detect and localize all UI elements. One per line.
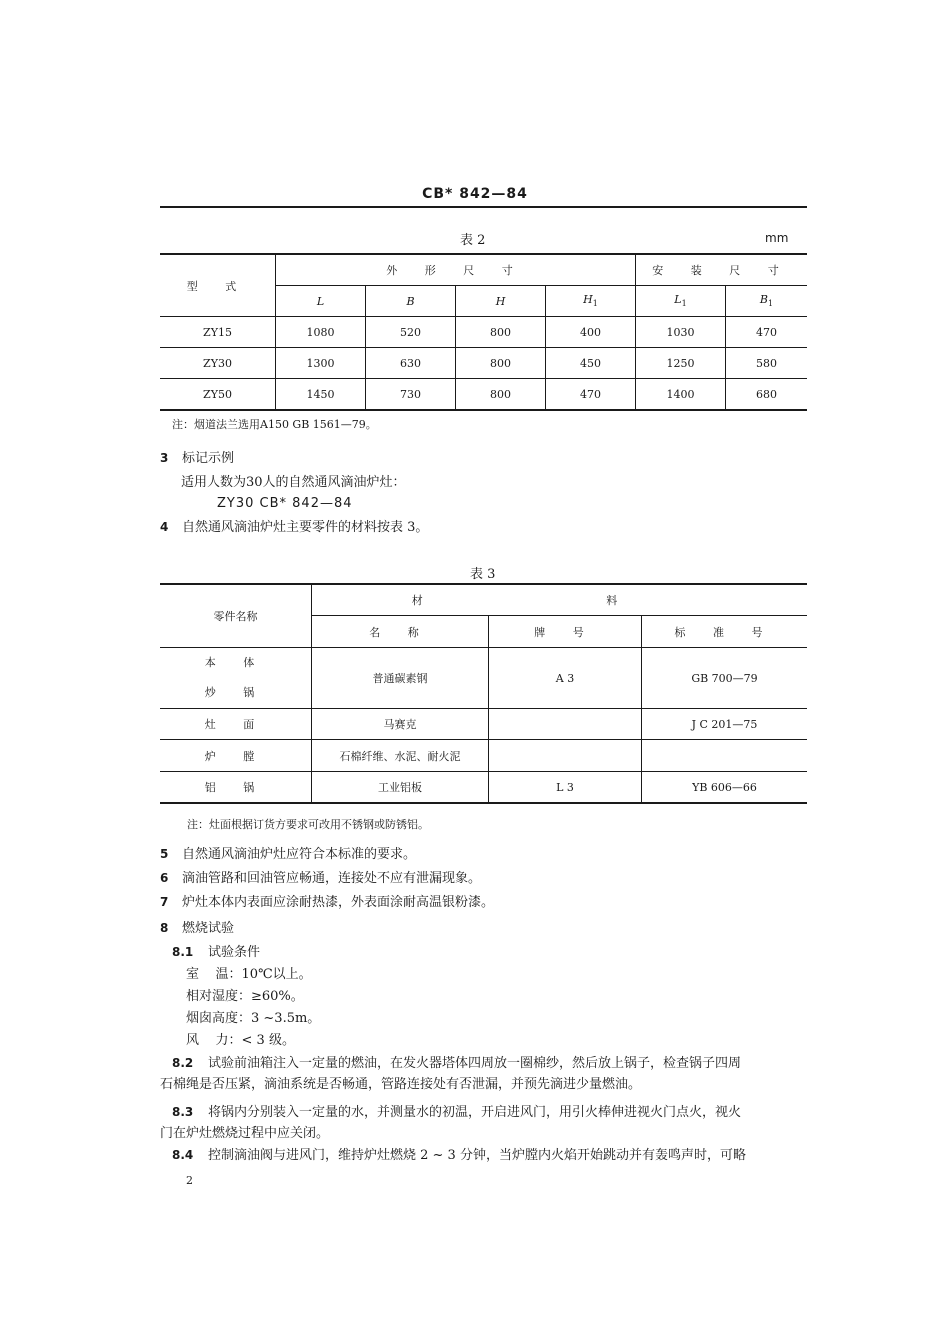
- page-number: 2: [186, 1174, 193, 1187]
- table3-note: 注：灶面根据订货方要求可改用不锈钢或防锈铝。: [187, 818, 429, 831]
- table3-cell-std: GB 700—79: [642, 648, 808, 709]
- table2-header-outer: 外 形 尺 寸: [276, 254, 636, 286]
- table2-cell: ZY15: [160, 317, 276, 348]
- table3-col-name: 名 称: [312, 616, 489, 648]
- table-row: [160, 317, 807, 348]
- table2-dimensions: [160, 253, 807, 411]
- table2-col-B: B: [366, 286, 456, 317]
- section-8-1: 8.1 试验条件: [172, 945, 261, 960]
- table3-cell-part: 本 体 炒 锅: [160, 648, 312, 709]
- table2-cell: ZY30: [160, 348, 276, 379]
- table2-col-H1: $H_1$: [546, 286, 636, 317]
- table2-cell: 520: [366, 317, 456, 348]
- table3-cell-part: 炉 膛: [160, 740, 312, 772]
- table3-cell-part: 灶 面: [160, 709, 312, 740]
- table3-cell-std: YB 606—66: [692, 780, 757, 794]
- table2-header-type: 型 式: [160, 254, 276, 317]
- table2-cell: 630: [366, 348, 456, 379]
- section-8-3: 8.3 将锅内分别装入一定量的水，并测量水的初温，开启进风门，用引火棒伸进视火门点火，视火: [172, 1105, 742, 1120]
- table3-col-grade: 牌 号: [489, 616, 642, 648]
- table3-caption: 表 3: [470, 567, 496, 582]
- condition-chimney: 烟囱高度：3 ~3.5m。: [186, 1011, 321, 1026]
- section-3-marking: ZY30 CB* 842—84: [217, 496, 353, 511]
- table2-col-H: H: [456, 286, 546, 317]
- table3-cell-name: 马赛克: [312, 709, 489, 740]
- table2-cell: ZY50: [160, 379, 276, 411]
- section-5: 5 自然通风滴油炉灶应符合本标准的要求。: [160, 847, 417, 862]
- table2-cell: 730: [366, 379, 456, 411]
- condition-room-temp: 室 温：10℃以上。: [186, 967, 312, 982]
- table3-cell-name: 普通碳素钢: [312, 648, 489, 709]
- table2-cell: 800: [456, 379, 546, 411]
- table2-col-L: L: [276, 286, 366, 317]
- table2-cell: 400: [546, 317, 636, 348]
- table2-header-install: 安 装 尺 寸: [636, 254, 808, 286]
- table3-materials: [160, 583, 807, 804]
- table3-cell-grade: L 3: [489, 772, 642, 804]
- section-8-2-cont: 石棉绳是否压紧，滴油系统是否畅通，管路连接处有否泄漏，并预先滴进少量燃油。: [160, 1077, 642, 1092]
- header-rule: [160, 206, 807, 208]
- table3-cell-grade: [489, 709, 642, 740]
- table2-cell: 800: [456, 317, 546, 348]
- section-6: 6 滴油管路和回油管应畅通，连接处不应有泄漏现象。: [160, 871, 482, 886]
- section-8-3-cont: 门在炉灶燃烧过程中应关闭。: [160, 1126, 330, 1141]
- section-8-2: 8.2 试验前油箱注入一定量的燃油，在发火器塔体四周放一圈棉纱，然后放上锅子，检查锅子四周: [172, 1056, 742, 1071]
- table2-cell: 800: [456, 348, 546, 379]
- table3-cell-grade: [489, 740, 642, 772]
- table-row: [160, 648, 807, 709]
- table2-col-L1: $L_1$: [636, 286, 726, 317]
- table-row: [160, 772, 807, 804]
- table3-cell-part: 铝 锅: [160, 772, 312, 804]
- table3-header-material: 材 料: [312, 584, 808, 616]
- table2-cell: 580: [726, 348, 808, 379]
- section-3: 3 标记示例: [160, 451, 235, 466]
- table3-cell-name: 石棉纤维、水泥、耐火泥: [312, 740, 489, 772]
- table2-cell: 1300: [276, 348, 366, 379]
- table2-cell: 1250: [636, 348, 726, 379]
- table2-caption: 表 2: [460, 233, 486, 248]
- table-row: [160, 348, 807, 379]
- section-3-line1: 适用人数为30人的自然通风滴油炉灶：: [181, 475, 406, 490]
- table2-note: 注：烟道法兰选用A150 GB 1561—79。: [172, 418, 377, 431]
- table2-col-B1: $B_1$: [726, 286, 808, 317]
- table3-cell-std: [642, 740, 808, 772]
- table2-cell: 1450: [276, 379, 366, 411]
- section-4: 4 自然通风滴油炉灶主要零件的材料按表 3。: [160, 520, 429, 535]
- condition-wind: 风 力：< 3 级。: [186, 1033, 295, 1048]
- section-8: 8 燃烧试验: [160, 921, 235, 936]
- table3-col-std: 标 准 号: [642, 616, 808, 648]
- table2-cell: 1030: [636, 317, 726, 348]
- table3-cell-grade: A 3: [489, 648, 642, 709]
- table3-header-part: 零件名称: [160, 584, 312, 648]
- section-8-4: 8.4 控制滴油阀与进风门，维持炉灶燃烧 2 ~ 3 分钟，当炉膛内火焰开始跳动并有轰鸣声时，可略: [172, 1148, 746, 1163]
- table3-cell-std: J C 201—75: [642, 709, 808, 740]
- table2-cell: 680: [756, 387, 777, 401]
- section-7: 7 炉灶本体内表面应涂耐热漆，外表面涂耐高温银粉漆。: [160, 895, 495, 910]
- table2-cell: 470: [726, 317, 808, 348]
- table3-cell-name: 工业铝板: [312, 772, 489, 804]
- document-code-header: CB* 842—84: [422, 186, 528, 202]
- table2-cell: 450: [546, 348, 636, 379]
- table-row: [160, 379, 807, 411]
- table2-cell: 1080: [276, 317, 366, 348]
- table-row: [160, 709, 807, 740]
- table-row: [160, 740, 807, 772]
- condition-humidity: 相对湿度：≥60%。: [186, 989, 304, 1004]
- table2-cell: 1400: [636, 379, 726, 411]
- table2-unit: mm: [765, 231, 789, 245]
- table2-cell: 470: [546, 379, 636, 411]
